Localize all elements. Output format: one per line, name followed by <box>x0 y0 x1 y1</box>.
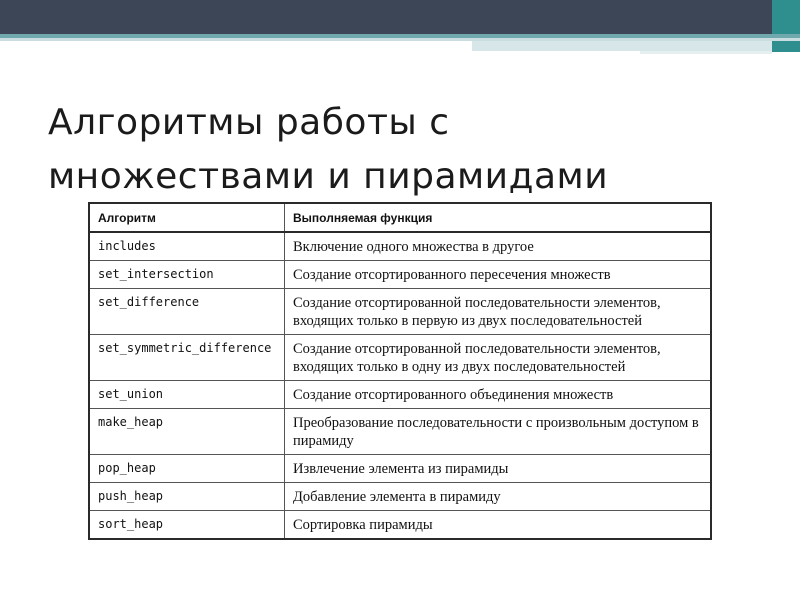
algorithm-description: Сортировка пирамиды <box>285 511 712 540</box>
decor-stripe-right-thin <box>640 51 772 54</box>
algorithm-description: Создание отсортированной последовательности элементов, входящих только в одну из двух последовательностей <box>285 335 712 381</box>
table-row <box>89 335 711 381</box>
table-row <box>89 261 711 289</box>
algorithm-description: Извлечение элемента из пирамиды <box>285 455 712 483</box>
slide-title-line-1: Алгоритмы работы с <box>48 102 450 143</box>
column-header-algorithm: Алгоритм <box>89 203 285 232</box>
algorithm-name: includes <box>89 232 285 261</box>
algorithm-name: set_intersection <box>89 261 285 289</box>
column-header-function: Выполняемая функция <box>285 203 712 232</box>
algorithm-name: sort_heap <box>89 511 285 540</box>
table-header-row <box>89 203 711 232</box>
algorithm-description: Создание отсортированной последовательности элементов, входящих только в первую из двух последовательностей <box>285 289 712 335</box>
table-row <box>89 511 711 540</box>
algorithm-name: set_difference <box>89 289 285 335</box>
algorithm-name: pop_heap <box>89 455 285 483</box>
top-decor-bar <box>0 0 800 34</box>
algorithm-description: Создание отсортированного пересечения множеств <box>285 261 712 289</box>
algorithm-description: Включение одного множества в другое <box>285 232 712 261</box>
table-row <box>89 455 711 483</box>
table-row <box>89 409 711 455</box>
algorithms-table <box>88 202 712 540</box>
table-row <box>89 289 711 335</box>
table-row <box>89 232 711 261</box>
algorithm-name: make_heap <box>89 409 285 455</box>
algorithm-name: set_union <box>89 381 285 409</box>
algorithm-description: Преобразование последовательности с произвольным доступом в пирамиду <box>285 409 712 455</box>
table-row <box>89 483 711 511</box>
decor-stripe-right <box>472 41 772 51</box>
slide-title <box>48 96 748 204</box>
algorithm-description: Создание отсортированного объединения множеств <box>285 381 712 409</box>
algorithm-name: push_heap <box>89 483 285 511</box>
table-row <box>89 381 711 409</box>
slide-title-line-2: множествами и пирамидами <box>48 156 609 197</box>
algorithm-name: set_symmetric_difference <box>89 335 285 381</box>
algorithm-description: Добавление элемента в пирамиду <box>285 483 712 511</box>
top-accent-block <box>772 0 800 52</box>
